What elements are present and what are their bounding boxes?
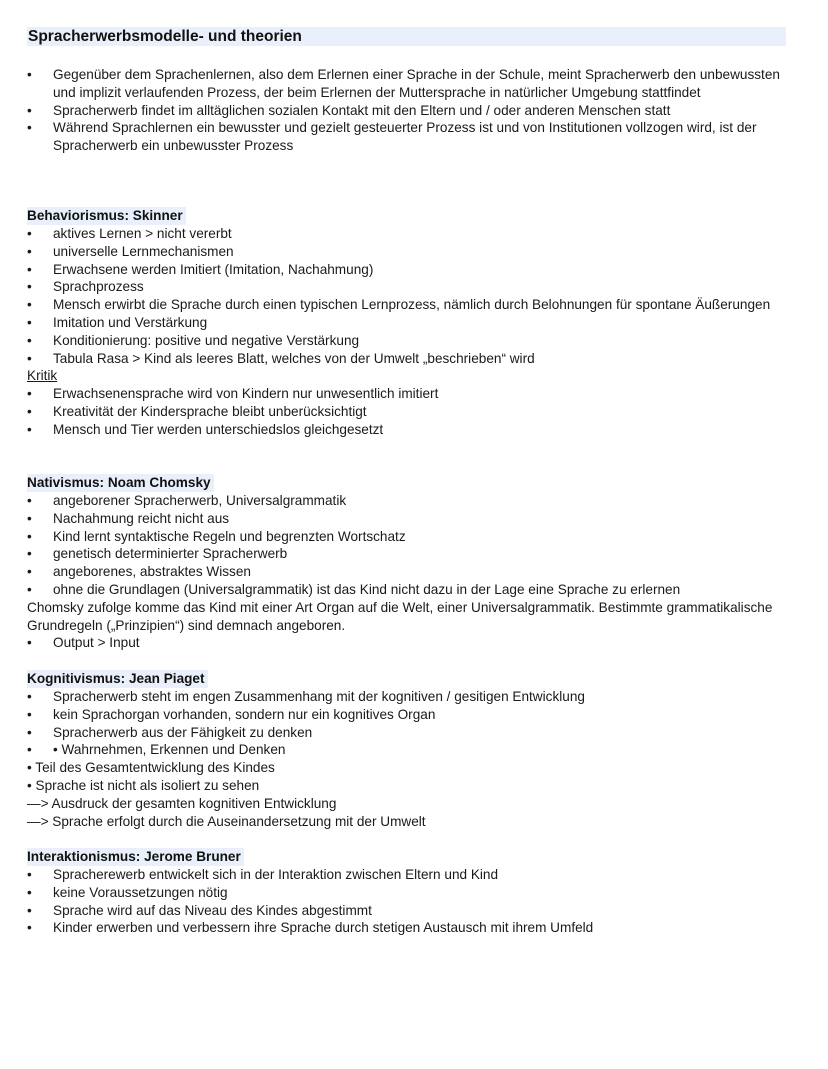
list-item: • aktives Lernen > nicht vererbt: [27, 226, 232, 241]
list-item: • Kreativität der Kindersprache bleibt unberücksichtigt: [27, 403, 367, 419]
list-item: • angeborenes, abstraktes Wissen: [27, 564, 251, 580]
nativismus-paragraph: Chomsky zufolge komme das Kind mit einer Art Organ auf die Welt, einer Universalgrammatik. Bestimmte grammatikalische Grundregeln („Prinzipien“) sind demnach angeboren.: [27, 599, 773, 633]
bullet-icon: •: [27, 350, 32, 366]
bullet-icon: •: [27, 528, 32, 544]
kritik-label: Kritik: [27, 368, 58, 384]
list-item: • Erwachsenensprache wird von Kindern nur unwesentlich imitiert: [27, 386, 439, 402]
list-item: • Während Sprachlernen ein bewusster und gezielt gesteuerter Prozess ist und von Institutionen vollzogen wird, ist der Spracherwerb ein unbewusster Prozess: [27, 120, 757, 154]
bullet-icon: •: [27, 261, 32, 277]
list-item: • Mensch erwirbt die Sprache durch einen typischen Lernprozess, nämlich durch Belohnungen für spontane Äußerungen: [27, 297, 771, 313]
list-item: • Mensch und Tier werden unterschiedslos gleichgesetzt: [27, 421, 384, 437]
list-item: • ohne die Grundlagen (Universalgrammatik) ist das Kind nicht dazu in der Lage eine Sprache zu erlernen: [27, 581, 681, 597]
list-item: • genetisch determinierter Spracherwerb: [27, 546, 288, 562]
bullet-icon: •: [27, 884, 32, 900]
list-item: • • Wahrnehmen, Erkennen und Denken: [27, 742, 286, 758]
bullet-icon: •: [27, 724, 32, 740]
bullet-icon: •: [27, 243, 32, 259]
bullet-icon: •: [27, 421, 32, 437]
list-item: • universelle Lernmechanismen: [27, 243, 234, 259]
bullet-icon: •: [27, 332, 32, 348]
bullet-icon: •: [27, 920, 32, 936]
section-heading: Behaviorismus: Skinner: [27, 207, 186, 225]
bullet-icon: •: [27, 67, 32, 82]
list-item: • Sprachprozess: [27, 279, 144, 295]
bullet-icon: •: [27, 314, 32, 330]
list-item: • Konditionierung: positive und negative Verstärkung: [27, 332, 360, 348]
section-nativismus: [27, 474, 787, 652]
section-interaktionismus: [27, 848, 787, 937]
list-item: • Spracherwerb aus der Fähigkeit zu denken: [27, 724, 313, 740]
list-item: • Tabula Rasa > Kind als leeres Blatt, welches von der Umwelt „beschrieben“ wird: [27, 350, 535, 366]
kognitivismus-line: • Teil des Gesamtentwicklung des Kindes: [27, 760, 275, 776]
list-item: • kein Sprachorgan vorhanden, sondern nur ein kognitives Organ: [27, 706, 436, 722]
list-item: • Gegenüber dem Sprachenlernen, also dem Erlernen einer Sprache in der Schule, meint Spracherwerb den unbewussten und implizit verlaufenden Prozess, der beim Erlernen der Muttersprache in natürlicher Umgebung stattfindet: [27, 67, 780, 100]
list-item: • Sprache wird auf das Niveau des Kindes abgestimmt: [27, 902, 372, 918]
list-item: • Kind lernt syntaktische Regeln und begrenzten Wortschatz: [27, 528, 406, 544]
bullet-icon: •: [27, 403, 32, 419]
bullet-icon: •: [27, 493, 32, 508]
list-item: • Imitation und Verstärkung: [27, 314, 208, 330]
intro-list: [27, 66, 787, 155]
list-item: • Spracherewerb entwickelt sich in der Interaktion zwischen Eltern und Kind: [27, 867, 499, 882]
bullet-icon: •: [27, 564, 32, 580]
bullet-icon: •: [27, 902, 32, 918]
bullet-icon: •: [27, 279, 32, 295]
section-heading: Nativismus: Noam Chomsky: [27, 474, 214, 492]
bullet-icon: •: [27, 226, 32, 241]
section-heading: Interaktionismus: Jerome Bruner: [27, 848, 244, 866]
bullet-icon: •: [27, 635, 32, 651]
bullet-icon: •: [27, 102, 32, 118]
bullet-icon: •: [27, 546, 32, 562]
section-heading: Kognitivismus: Jean Piaget: [27, 670, 208, 688]
list-item: • Spracherwerb steht im engen Zusammenhang mit der kognitiven / gesitigen Entwicklung: [27, 689, 585, 704]
list-item: • Kinder erwerben und verbessern ihre Sprache durch stetigen Austausch mit ihrem Umfeld: [27, 920, 594, 936]
bullet-icon: •: [27, 742, 32, 758]
bullet-icon: •: [27, 581, 32, 597]
list-item: • Spracherwerb findet im alltäglichen sozialen Kontakt mit den Eltern und / oder anderen Menschen statt: [27, 102, 671, 118]
list-item: • Output > Input: [27, 635, 140, 651]
list-item: • Nachahmung reicht nicht aus: [27, 510, 230, 526]
section-kognitivismus: [27, 670, 787, 830]
kognitivismus-line: —> Sprache erfolgt durch die Auseinandersetzung mit der Umwelt: [27, 813, 426, 829]
bullet-icon: •: [27, 510, 32, 526]
list-item: • Erwachsene werden Imitiert (Imitation, Nachahmung): [27, 261, 374, 277]
list-item: • keine Voraussetzungen nötig: [27, 884, 228, 900]
kognitivismus-line: —> Ausdruck der gesamten kognitiven Entwicklung: [27, 795, 337, 811]
list-item: • angeborener Spracherwerb, Universalgrammatik: [27, 493, 347, 508]
kognitivismus-line: • Sprache ist nicht als isoliert zu sehen: [27, 777, 260, 793]
section-behaviorismus: [27, 207, 787, 439]
bullet-icon: •: [27, 689, 32, 704]
bullet-icon: •: [27, 386, 32, 402]
bullet-icon: •: [27, 120, 32, 136]
document-title: Spracherwerbsmodelle- und theorien: [27, 27, 786, 46]
bullet-icon: •: [27, 706, 32, 722]
bullet-icon: •: [27, 297, 32, 313]
bullet-icon: •: [27, 867, 32, 882]
